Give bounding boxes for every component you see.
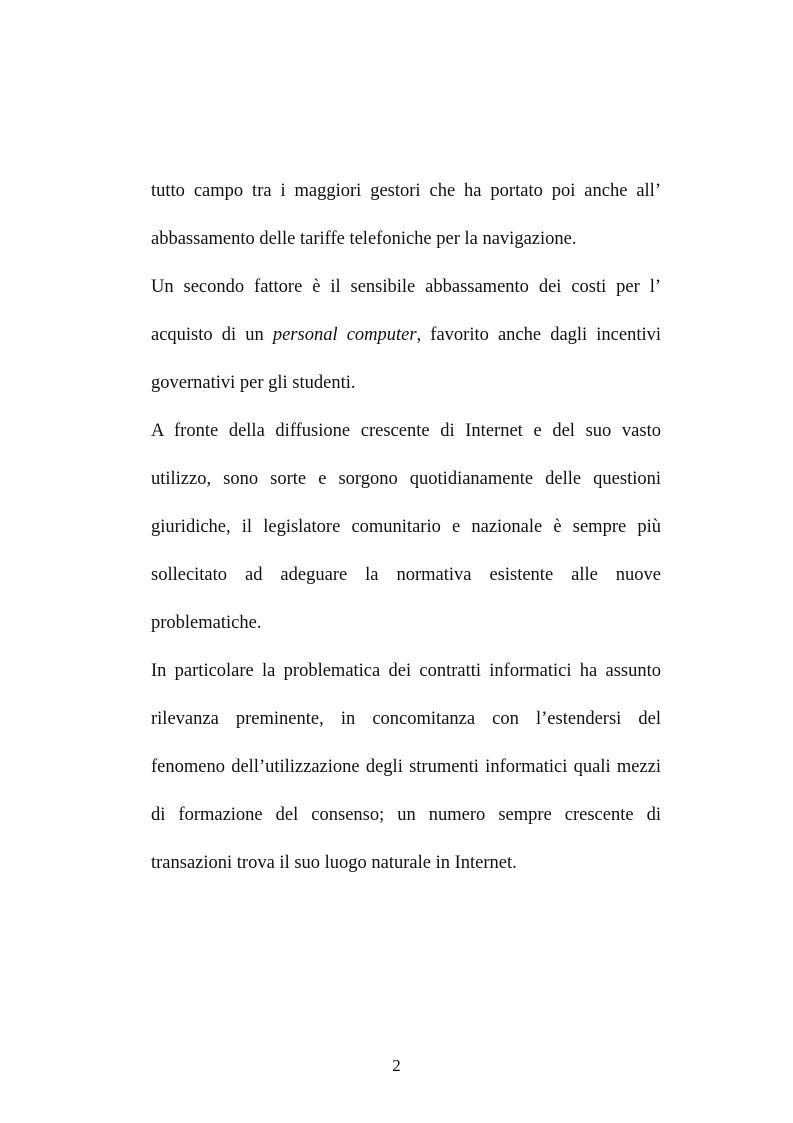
text-line: governativi per gli studenti. <box>151 373 356 393</box>
text-line: problematiche. <box>151 613 262 633</box>
text-line: giuridiche, il legislatore comunitario e nazionale è sempre più <box>151 517 661 537</box>
text-line: rilevanza preminente, in concomitanza con l’estendersi del <box>151 709 661 729</box>
text-line: A fronte della diffusione crescente di Internet e del suo vasto <box>151 421 661 441</box>
italic-term: personal computer <box>272 325 417 345</box>
text-line: di formazione del consenso; un numero sempre crescente di <box>151 805 661 825</box>
text-line: Un secondo fattore è il sensibile abbassamento dei costi per l’ <box>151 277 661 297</box>
paragraph <box>151 407 661 647</box>
text-line: transazioni trova il suo luogo naturale in Internet. <box>151 853 517 873</box>
page-number: 2 <box>392 1056 401 1075</box>
body-text <box>151 167 661 887</box>
text-line: In particolare la problematica dei contratti informatici ha assunto <box>151 661 661 681</box>
text-segment: acquisto di un <box>151 325 273 345</box>
paragraph <box>151 167 661 263</box>
paragraph <box>151 263 661 407</box>
text-segment: , favorito anche dagli incentivi <box>416 325 662 345</box>
text-line: utilizzo, sono sorte e sorgono quotidianamente delle questioni <box>151 469 661 489</box>
text-line: fenomeno dell’utilizzazione degli strumenti informatici quali mezzi <box>151 757 661 777</box>
paragraph <box>151 647 661 887</box>
text-line: sollecitato ad adeguare la normativa esistente alle nuove <box>151 565 661 585</box>
text-line: abbassamento delle tariffe telefoniche per la navigazione. <box>151 229 577 249</box>
text-line <box>151 311 661 359</box>
text-line: tutto campo tra i maggiori gestori che ha portato poi anche all’ <box>151 181 661 201</box>
